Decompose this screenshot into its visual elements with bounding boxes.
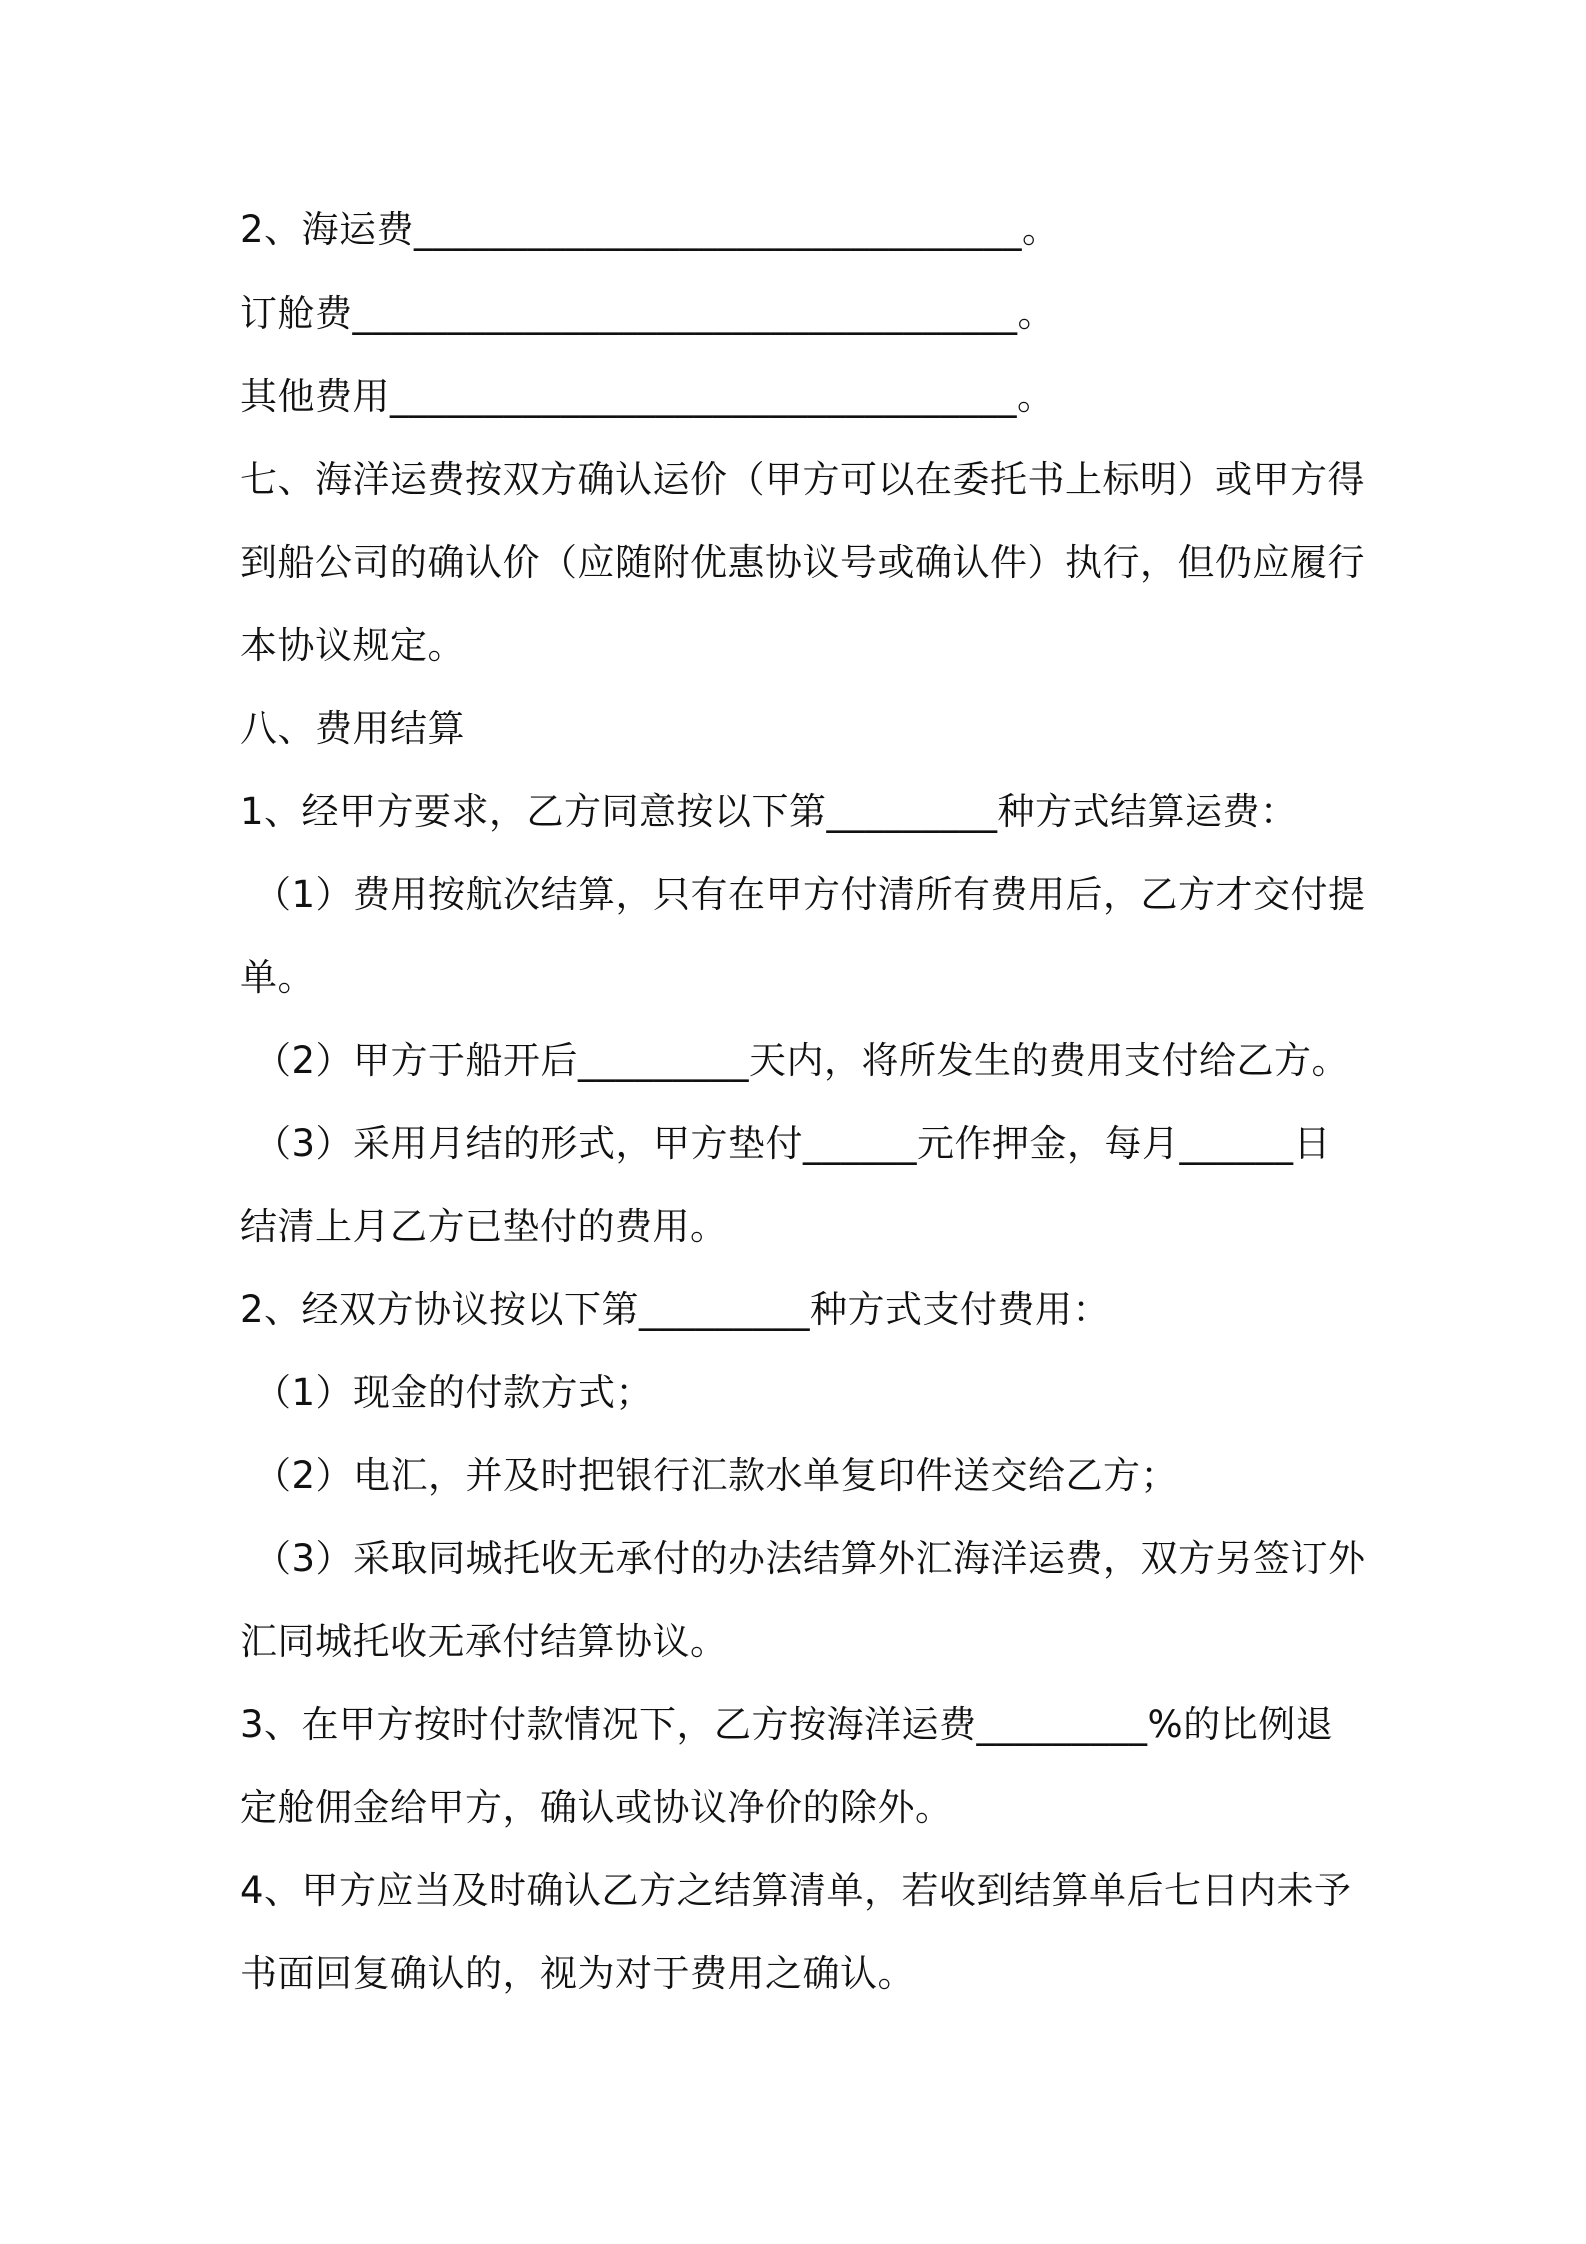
text-line-option-3-cont: 结清上月乙方已垫付的费用。 [240,1205,728,1248]
text-line-payment-wire: （2）电汇，并及时把银行汇款水单复印件送交给乙方； [254,1454,1179,1497]
text-line-sea-freight: 2、海运费________________________________。 [240,208,1060,251]
text-line-other-fees: 其他费用_________________________________。 [240,375,1055,418]
text-line-option-1: （1）费用按航次结算，只有在甲方付清所有费用后，乙方才交付提 [254,873,1366,916]
text-line-article-7-end: 本协议规定。 [240,624,465,667]
text-line-option-3: （3）采用月结的形式，甲方垫付______元作押金，每月______日 [254,1122,1332,1165]
section-heading-fee-settlement: 八、费用结算 [240,707,465,750]
text-line-article-7: 七、海洋运费按双方确认运价（甲方可以在委托书上标明）或甲方得 [240,458,1365,501]
text-line-settlement-3-cont: 定舱佣金给甲方，确认或协议净价的除外。 [240,1786,953,1829]
text-line-article-7-cont: 到船公司的确认价（应随附优惠协议号或确认件）执行，但仍应履行 [240,541,1365,584]
text-line-settlement-3: 3、在甲方按时付款情况下，乙方按海洋运费_________%的比例退 [240,1703,1334,1746]
text-line-settlement-1: 1、经甲方要求，乙方同意按以下第_________种方式结算运费： [240,790,1298,833]
text-line-settlement-4-cont: 书面回复确认的，视为对于费用之确认。 [240,1952,915,1995]
text-line-settlement-2: 2、经双方协议按以下第_________种方式支付费用： [240,1288,1111,1331]
text-line-payment-collection: （3）采取同城托收无承付的办法结算外汇海洋运费，双方另签订外 [254,1537,1366,1580]
text-line-payment-collection-cont: 汇同城托收无承付结算协议。 [240,1620,728,1663]
text-line-option-2: （2）甲方于船开后_________天内，将所发生的费用支付给乙方。 [254,1039,1350,1082]
text-line-payment-cash: （1）现金的付款方式； [254,1371,654,1414]
text-line-option-1-cont: 单。 [240,956,315,999]
text-line-booking-fee: 订舱费___________________________________。 [240,292,1055,335]
text-line-settlement-4: 4、甲方应当及时确认乙方之结算清单，若收到结算单后七日内未予 [240,1869,1352,1912]
